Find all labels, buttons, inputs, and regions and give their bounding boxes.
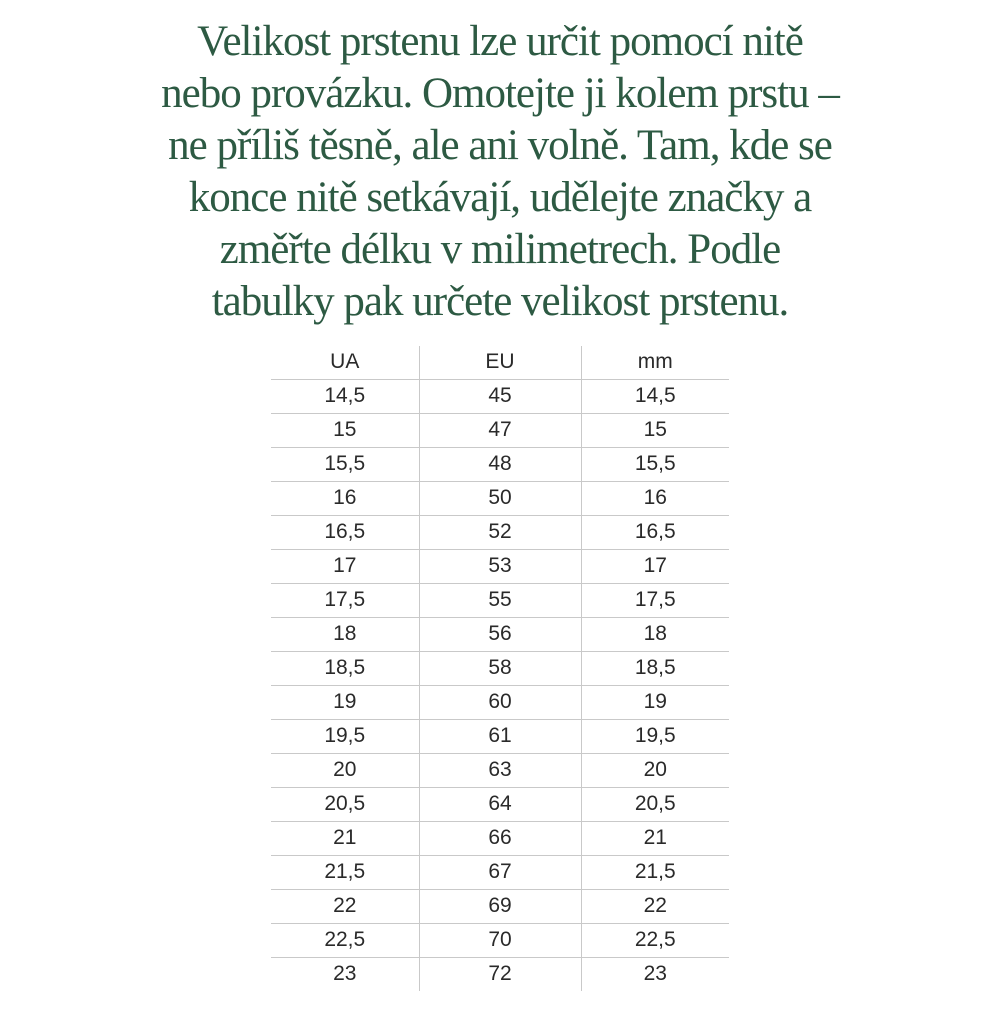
- table-header-row: [271, 346, 729, 380]
- table-cell: 47: [419, 414, 581, 448]
- table-cell: 21: [271, 822, 419, 856]
- table-row: [271, 720, 729, 754]
- table-cell: 18: [581, 618, 729, 652]
- table-row: [271, 822, 729, 856]
- table-row: [271, 482, 729, 516]
- table-row: [271, 652, 729, 686]
- ring-size-table: [271, 346, 729, 991]
- table-cell: 56: [419, 618, 581, 652]
- table-cell: 61: [419, 720, 581, 754]
- table-cell: 58: [419, 652, 581, 686]
- table-cell: 52: [419, 516, 581, 550]
- instructions-line: změřte délku v milimetrech. Podle: [219, 226, 781, 273]
- table-cell: 45: [419, 380, 581, 414]
- table-cell: 48: [419, 448, 581, 482]
- table-cell: 19,5: [271, 720, 419, 754]
- table-cell: 16,5: [581, 516, 729, 550]
- instructions-line: konce nitě setkávají, udělejte značky a: [188, 174, 812, 221]
- table-cell: 20: [271, 754, 419, 788]
- table-row: [271, 754, 729, 788]
- table-cell: 21: [581, 822, 729, 856]
- table-cell: 16,5: [271, 516, 419, 550]
- table-cell: 72: [419, 958, 581, 992]
- table-cell: 15,5: [271, 448, 419, 482]
- table-cell: 64: [419, 788, 581, 822]
- table-row: [271, 380, 729, 414]
- table-cell: 20,5: [271, 788, 419, 822]
- table-cell: 21,5: [581, 856, 729, 890]
- table-cell: 66: [419, 822, 581, 856]
- table-cell: 21,5: [271, 856, 419, 890]
- column-header-mm: mm: [581, 346, 729, 380]
- table-cell: 55: [419, 584, 581, 618]
- table-cell: 18,5: [271, 652, 419, 686]
- table-cell: 17: [271, 550, 419, 584]
- table-row: [271, 890, 729, 924]
- table-cell: 50: [419, 482, 581, 516]
- table-row: [271, 584, 729, 618]
- table-cell: 17: [581, 550, 729, 584]
- table-cell: 18: [271, 618, 419, 652]
- column-header-ua: UA: [271, 346, 419, 380]
- table-cell: 16: [581, 482, 729, 516]
- table-row: [271, 788, 729, 822]
- table-row: [271, 618, 729, 652]
- table-cell: 53: [419, 550, 581, 584]
- table-cell: 19,5: [581, 720, 729, 754]
- table-row: [271, 550, 729, 584]
- table-cell: 22: [271, 890, 419, 924]
- size-table-body: [271, 380, 729, 992]
- table-row: [271, 856, 729, 890]
- table-cell: 22,5: [581, 924, 729, 958]
- table-cell: 22,5: [271, 924, 419, 958]
- table-cell: 15: [271, 414, 419, 448]
- table-cell: 15,5: [581, 448, 729, 482]
- table-cell: 16: [271, 482, 419, 516]
- table-cell: 23: [643, 962, 667, 985]
- table-cell: 18,5: [581, 652, 729, 686]
- ring-size-instructions: [0, 16, 1000, 328]
- instructions-line: Velikost prstenu lze určit pomocí nitě: [197, 18, 803, 65]
- table-row: [271, 414, 729, 448]
- table-cell: 20,5: [581, 788, 729, 822]
- table-row: [271, 448, 729, 482]
- instructions-line: nebo provázku. Omotejte ji kolem prstu –: [161, 70, 839, 117]
- table-cell: 17,5: [271, 584, 419, 618]
- table-row: [271, 686, 729, 720]
- instructions-line: tabulky pak určete velikost prstenu.: [211, 278, 789, 325]
- table-row: [271, 924, 729, 958]
- table-row: [271, 516, 729, 550]
- table-cell: 69: [419, 890, 581, 924]
- table-cell: 20: [581, 754, 729, 788]
- table-cell: 60: [419, 686, 581, 720]
- instructions-line: ne příliš těsně, ale ani volně. Tam, kde se: [168, 122, 832, 169]
- table-cell: 70: [419, 924, 581, 958]
- table-cell: 22: [581, 890, 729, 924]
- column-header-eu: EU: [419, 346, 581, 380]
- table-cell: 14,5: [271, 380, 419, 414]
- table-row: [271, 958, 729, 992]
- table-cell: 63: [419, 754, 581, 788]
- table-cell: 67: [419, 856, 581, 890]
- table-cell: 17,5: [581, 584, 729, 618]
- table-cell: 23: [271, 958, 419, 992]
- table-cell: 19: [271, 686, 419, 720]
- table-cell: 15: [581, 414, 729, 448]
- table-cell: 14,5: [581, 380, 729, 414]
- table-cell: 19: [581, 686, 729, 720]
